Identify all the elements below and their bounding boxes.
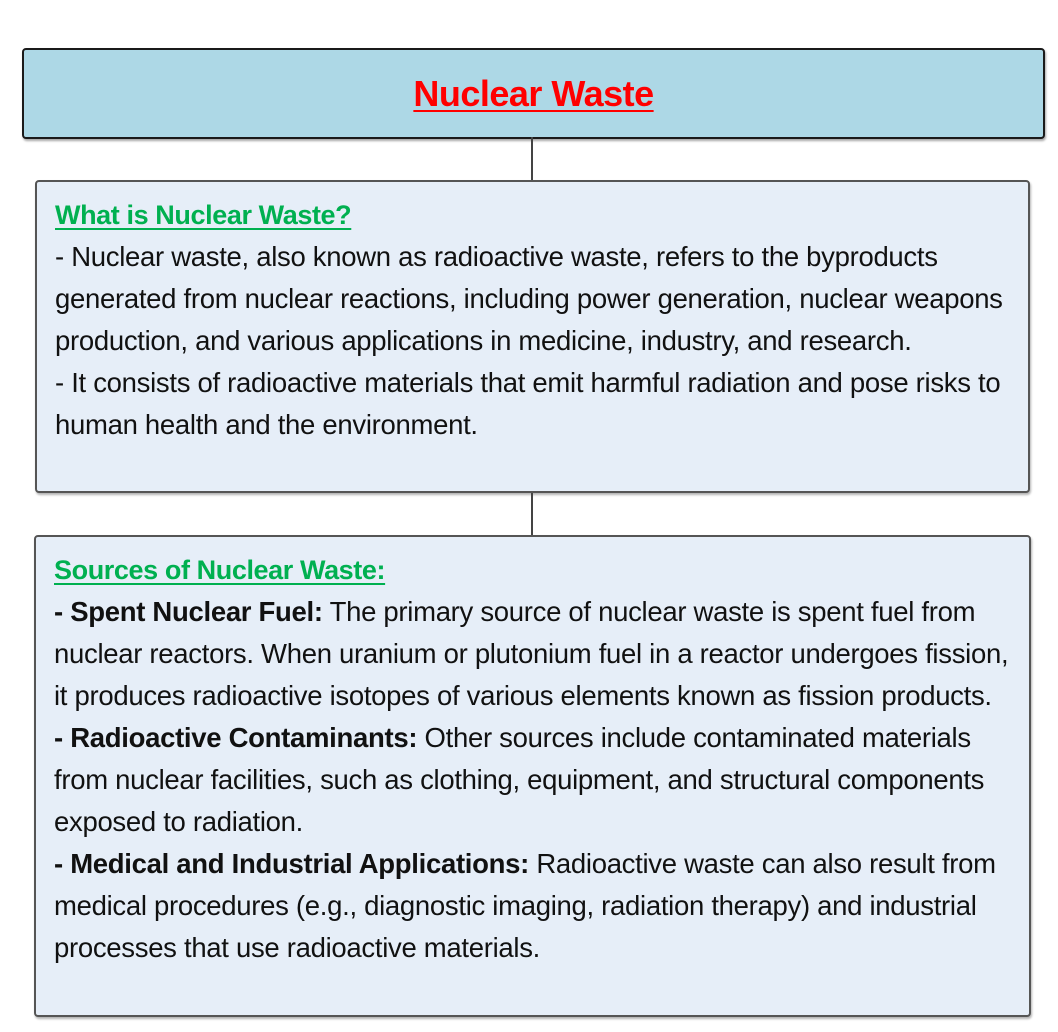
- connector-line: [531, 493, 533, 535]
- title-node: [22, 48, 1045, 139]
- item-text: Other sources include contaminated materials from nuclear facilities, such as clothing, equipment, and structural components exposed to radiation.: [54, 722, 985, 837]
- sources-of-nuclear-waste-node: [34, 535, 1031, 1017]
- item-label: - Radioactive Contaminants:: [54, 722, 418, 753]
- item-text: The primary source of nuclear waste is spent fuel from nuclear reactors. When uranium or plutonium fuel in a reactor undergoes fission, it produces radioactive isotopes of various elements known as fission products.: [54, 596, 1009, 711]
- section-item: [54, 717, 1011, 843]
- section-heading: What is Nuclear Waste?: [55, 200, 352, 230]
- connector-line: [531, 137, 533, 180]
- what-is-nuclear-waste-node: [35, 180, 1030, 493]
- section-item: [54, 843, 1011, 969]
- item-label: - Medical and Industrial Applications:: [54, 848, 529, 879]
- section-heading: Sources of Nuclear Waste:: [54, 555, 386, 585]
- item-text: Radioactive waste can also result from medical procedures (e.g., diagnostic imaging, radiation therapy) and industrial processes that use radioactive materials.: [54, 848, 996, 963]
- diagram-title: Nuclear Waste: [413, 72, 654, 114]
- section-item: [54, 591, 1011, 717]
- item-text: - It consists of radioactive materials that emit harmful radiation and pose risks to human health and the environment.: [55, 367, 1001, 440]
- item-label: - Spent Nuclear Fuel:: [54, 596, 323, 627]
- section-item: [55, 362, 1010, 446]
- item-text: - Nuclear waste, also known as radioactive waste, refers to the byproducts generated from nuclear reactions, including power generation, nuclear weapons production, and various applications in medicine, industry, and research.: [55, 241, 1003, 356]
- section-item: [55, 236, 1010, 362]
